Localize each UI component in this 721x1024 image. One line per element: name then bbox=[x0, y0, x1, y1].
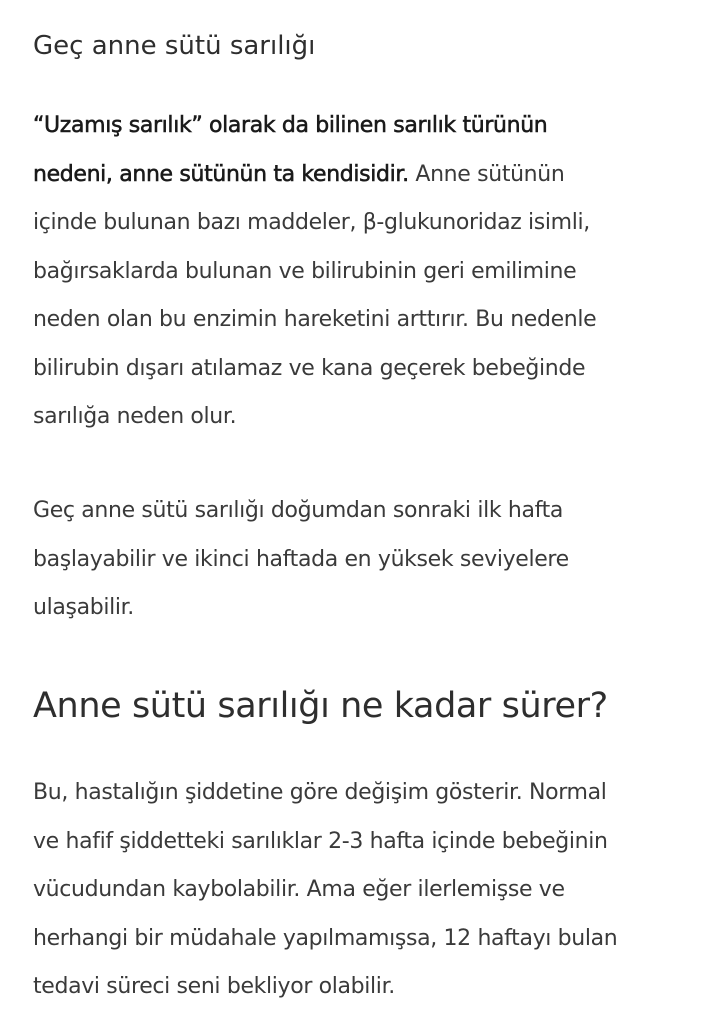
paragraph-line: bağırsaklarda bulunan ve bilirubinin geri emilimine bbox=[33, 258, 577, 284]
paragraph-line: neden olan bu enzimin hareketini arttırır. Bu nedenle bbox=[33, 307, 597, 332]
paragraph-late-jaundice-onset bbox=[33, 487, 569, 633]
paragraph-line: herhangi bir müdahale yapılmamışsa, 12 haftayı bulan bbox=[33, 925, 618, 951]
paragraph-line: Bu, hastalığın şiddetine göre değişim gösterir. Normal bbox=[33, 780, 607, 805]
text-run: Anne sütünün bbox=[408, 161, 565, 187]
paragraph-line: bilirubin dışarı atılamaz ve kana geçerek bebeğinde bbox=[33, 355, 586, 381]
paragraph-line bbox=[33, 102, 596, 151]
section-heading-late-jaundice: Geç anne sütü sarılığı bbox=[33, 31, 316, 61]
paragraph-line: başlayabilir ve ikinci haftada en yüksek seviyelere bbox=[33, 546, 569, 572]
paragraph-line: Geç anne sütü sarılığı doğumdan sonraki ilk hafta bbox=[33, 498, 564, 523]
bold-text: “Uzamış sarılık” olarak da bilinen sarılık türünün bbox=[33, 113, 548, 138]
section-heading-duration: Anne sütü sarılığı ne kadar sürer? bbox=[33, 686, 608, 726]
paragraph-line bbox=[33, 151, 596, 200]
paragraph-line: sarılığa neden olur. bbox=[33, 404, 237, 429]
paragraph-line: vücudundan kaybolabilir. Ama eğer ilerlemişse ve bbox=[33, 877, 565, 902]
paragraph-line: tedavi süreci seni bekliyor olabilir. bbox=[33, 974, 395, 999]
paragraph-duration bbox=[33, 769, 617, 1012]
paragraph-late-jaundice-cause bbox=[33, 102, 596, 442]
paragraph-line: ulaşabilir. bbox=[33, 595, 134, 620]
paragraph-line: ve hafif şiddetteki sarılıklar 2-3 hafta içinde bebeğinin bbox=[33, 828, 608, 854]
paragraph-line: içinde bulunan bazı maddeler, β-glukunoridaz isimli, bbox=[33, 210, 590, 235]
bold-text: nedeni, anne sütünün ta kendisidir. bbox=[33, 161, 409, 187]
